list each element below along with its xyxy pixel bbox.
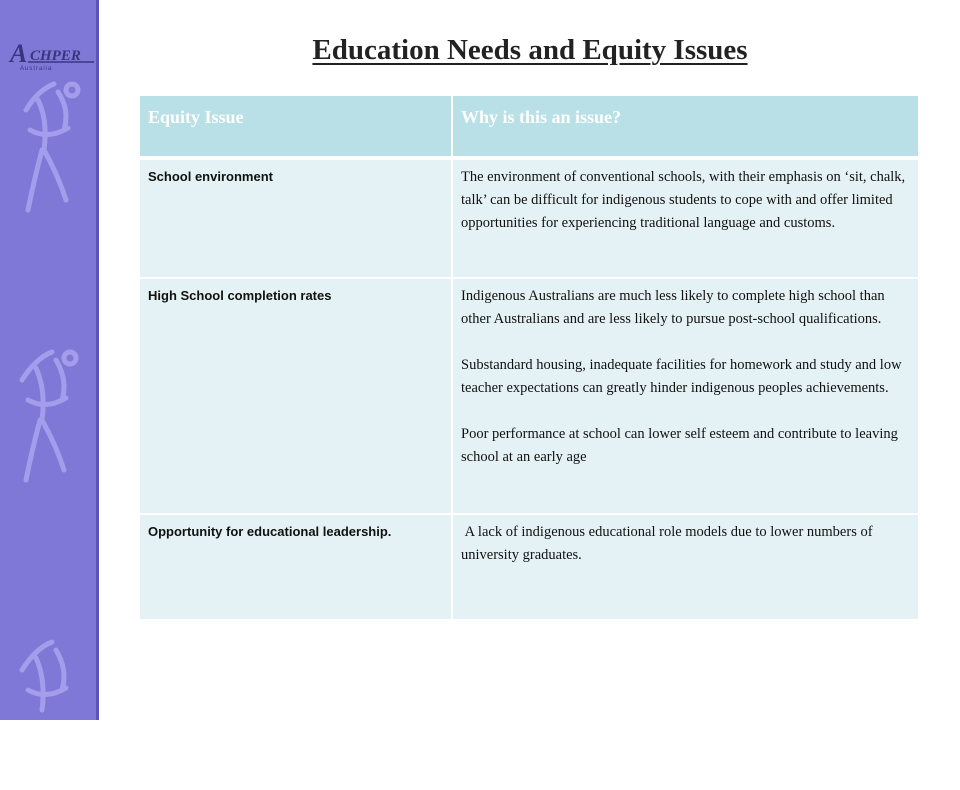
figure-decoration-icon [8,70,88,230]
reason-cell [452,278,919,514]
equity-table [140,96,920,621]
page-title: Education Needs and Equity Issues [312,34,748,66]
svg-text:A: A [10,39,28,68]
column-header-why: Why is this an issue? [452,96,919,158]
sidebar-edge [96,0,99,720]
reason-paragraph: The environment of conventional schools, with their emphasis on ‘sit, chalk, talk’ can be difficult for indigenous students to cope with and offer limited opportunities for experiencing traditional language and customs. [461,169,906,231]
issue-cell: School environment [140,158,452,278]
issue-cell: Opportunity for educational leadership. [140,514,452,620]
reason-paragraph: Indigenous Australians are much less likely to complete high school than other Australians and are less likely to pursue post-school qualifications. [461,288,885,327]
reason-cell [452,158,919,278]
sidebar-banner [0,0,96,720]
svg-text:CHPER: CHPER [30,48,81,64]
table-row [140,278,919,514]
reason-paragraph: Substandard housing, inadequate facilities for homework and study and low teacher expectations can greatly hinder indigenous peoples achievements. [461,357,902,396]
column-header-equity-issue: Equity Issue [140,96,452,158]
issue-cell: High School completion rates [140,278,452,514]
table-header-row [140,96,919,158]
table-row [140,158,919,278]
reason-paragraph: A lack of indigenous educational role models due to lower numbers of university graduates. [461,524,877,563]
reason-paragraph: Poor performance at school can lower self esteem and contribute to leaving school at an early age [461,426,898,465]
svg-text:Australia: Australia [20,66,53,72]
reason-cell [452,514,919,620]
figure-decoration-icon [8,630,88,790]
table-row [140,514,919,620]
figure-decoration-icon [8,340,88,500]
